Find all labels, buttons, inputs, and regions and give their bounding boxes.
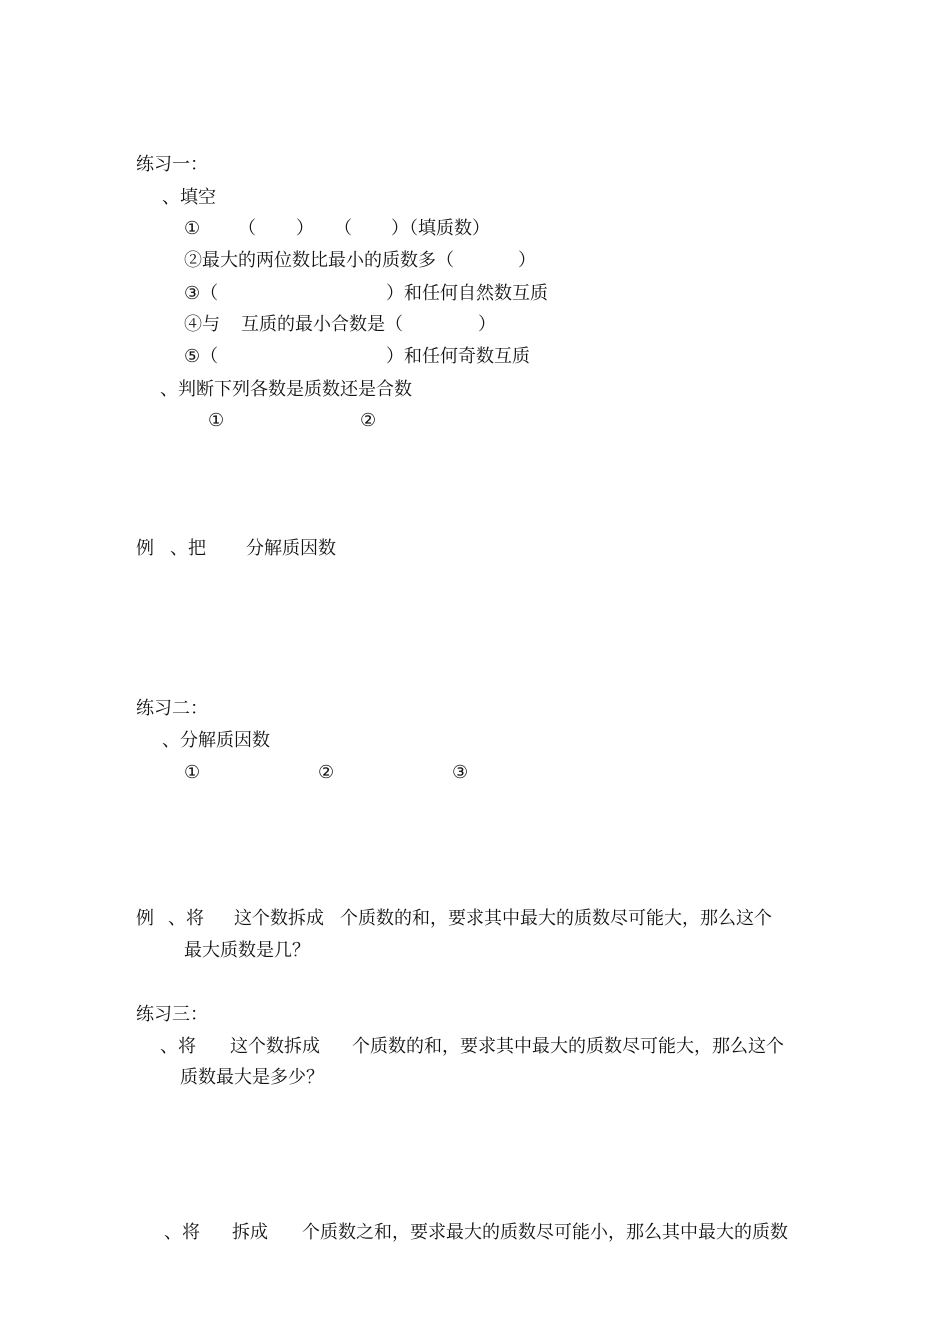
- example-2-label: 例: [136, 908, 154, 929]
- q1-c-paren-open: ③（: [184, 283, 219, 304]
- q1-b-text: ②最大的两位数比最小的质数多（: [184, 250, 454, 271]
- q1-e-paren-open: ⑤（: [184, 346, 219, 367]
- q1-b-paren-close: ）: [518, 250, 536, 271]
- q1-c-text: ）和任何自然数互质: [386, 283, 548, 304]
- q2-mark-2: ②: [360, 410, 377, 431]
- exercise-1-q1-title: 、填空: [162, 187, 216, 208]
- ex3-q1-text-line2: 质数最大是多少？: [180, 1067, 324, 1088]
- example-1-text-b: 分解质因数: [246, 538, 336, 559]
- ex3-q2-text-a: 、将: [164, 1222, 200, 1243]
- q1-a-paren-open-2: （: [334, 218, 352, 239]
- q1-a-paren-close-2: ）（填质数）: [391, 218, 490, 239]
- example-2-text-line2: 最大质数是几？: [184, 940, 310, 961]
- ex3-q2-text-c: 个质数之和，要求最大的质数尽可能小，那么其中最大的质数: [302, 1222, 788, 1243]
- exercise-1-heading: 练习一：: [136, 154, 208, 175]
- q1-d-text-b: 互质的最小合数是（: [241, 314, 403, 335]
- q1-e-text: ）和任何奇数互质: [386, 346, 530, 367]
- example-1-label: 例: [136, 538, 154, 559]
- ex2-mark-1: ①: [184, 762, 201, 783]
- q2-mark-1: ①: [208, 410, 225, 431]
- exercise-2-heading: 练习二：: [136, 698, 208, 719]
- example-1-text-a: 、把: [170, 538, 206, 559]
- example-2-text-a: 、将: [168, 908, 204, 929]
- example-2-text-c: 个质数的和，要求其中最大的质数尽可能大，那么这个: [340, 908, 772, 929]
- example-2-text-b: 这个数拆成: [234, 908, 324, 929]
- q1-a-paren-open-1: （: [238, 218, 256, 239]
- ex2-mark-3: ③: [452, 762, 469, 783]
- ex3-q1-text-b: 这个数拆成: [230, 1036, 320, 1057]
- exercise-2-q1-title: 、分解质因数: [162, 730, 270, 751]
- ex3-q2-text-b: 拆成: [232, 1222, 268, 1243]
- q1-a-mark: ①: [184, 218, 201, 239]
- q1-a-paren-close-1: ）: [296, 218, 314, 239]
- ex3-q1-text-c: 个质数的和，要求其中最大的质数尽可能大，那么这个: [352, 1036, 784, 1057]
- exercise-3-heading: 练习三：: [136, 1004, 208, 1025]
- ex2-mark-2: ②: [318, 762, 335, 783]
- q1-d-text-a: ④与: [184, 314, 220, 335]
- exercise-1-q2-title: 、判断下列各数是质数还是合数: [160, 379, 412, 400]
- q1-d-paren-close: ）: [478, 314, 496, 335]
- ex3-q1-text-a: 、将: [160, 1036, 196, 1057]
